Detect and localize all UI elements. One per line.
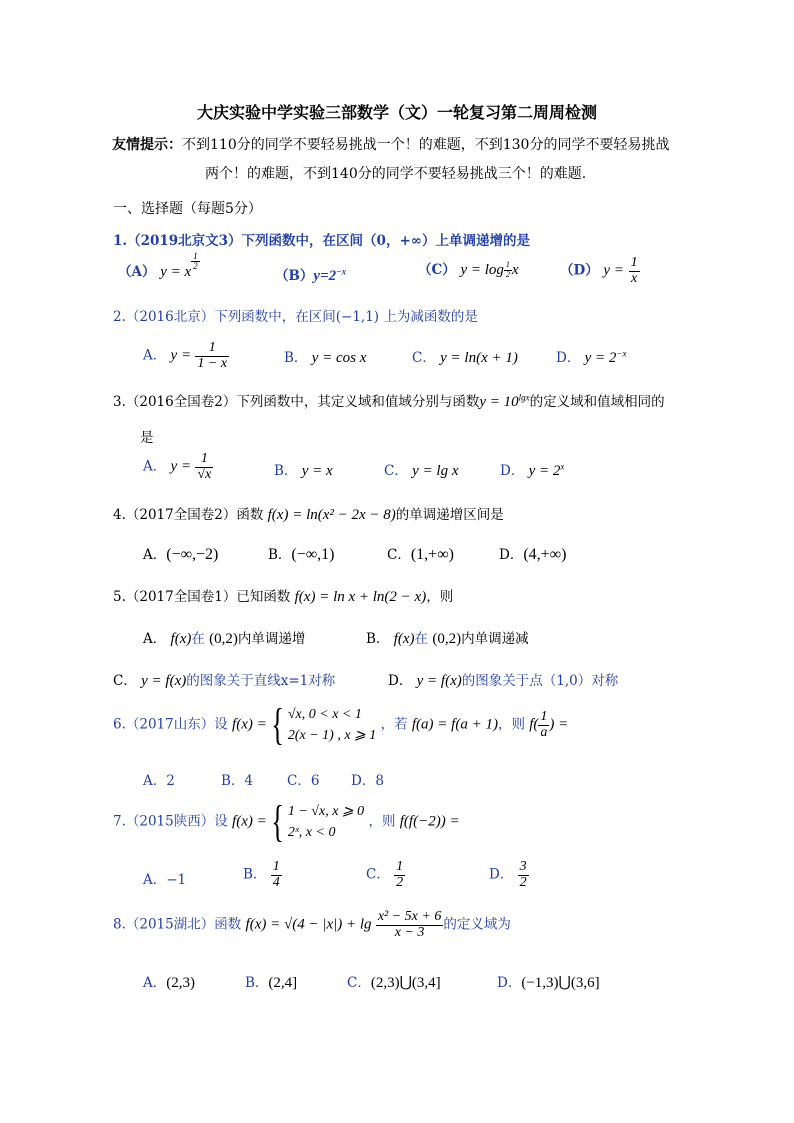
- q5-a-interval: (0,2): [209, 631, 238, 647]
- q7-cases: [288, 801, 364, 843]
- q1-b-label: （B）: [275, 268, 314, 284]
- q3-d-label: D．: [500, 463, 525, 479]
- q6-brace: {: [270, 700, 284, 749]
- q7-case-1: 1 − √x, x ⩾ 0: [287, 804, 365, 819]
- q5-a-text-2: 内单调递增: [237, 631, 306, 647]
- q6-stem-condition: f(a) = f(a + 1): [411, 716, 498, 733]
- q5-option-c: [113, 669, 335, 690]
- q3-option-d: [500, 459, 564, 480]
- q5-stem-pre: 5.（2017全国卷1）已知函数: [113, 589, 291, 605]
- q3-b-label: B．: [274, 463, 298, 479]
- q4-stem-post: 的单调递增区间是: [395, 507, 504, 523]
- q1-stem: 1.（2019北京文3）下列函数中，在区间（0，+∞）上单调递增的是: [113, 233, 531, 249]
- q5-c-math: y = f(x): [141, 673, 187, 689]
- q5-a-text-1: 在: [191, 631, 205, 647]
- q4-option-a: [143, 543, 218, 564]
- q3-d-exponent: x: [560, 461, 565, 472]
- q3-stem-exponent: lgx: [518, 392, 530, 403]
- q3-c-label: C．: [384, 463, 408, 479]
- q1-option-d: [560, 256, 640, 286]
- q6-cases: [288, 704, 376, 746]
- q7-stem-expression: f(f(−2)) =: [399, 813, 460, 830]
- tip-line-1: [112, 134, 669, 154]
- tip-line-2: 两个！的难题，不到140分的同学不要轻易挑战三个！的难题.: [205, 166, 587, 182]
- q2-option-b: [284, 346, 366, 367]
- q8-b-label: B．: [245, 975, 269, 991]
- q7-c-fraction: $\frac{1}{2}$: [396, 859, 404, 890]
- q6-case-1: √x, 0 < x < 1: [287, 707, 362, 722]
- q2-a-math: y =: [170, 347, 192, 364]
- q3-stem-post: 的定义域和值域相同的: [529, 394, 665, 410]
- q5-d-math: y = f(x): [416, 673, 462, 689]
- q8-c-label: C．: [347, 975, 371, 991]
- q7-b-fraction: $\frac{1}{4}$: [272, 859, 280, 890]
- q4-b-math: (−∞,1): [291, 546, 335, 563]
- q7-stem-pre: 7.（2015陕西）设: [113, 813, 228, 830]
- q1-d-math: y =: [603, 262, 624, 279]
- q3-d-math: y = 2: [528, 463, 561, 479]
- section-heading: 一、选择题（每题5分）: [113, 201, 262, 217]
- q6-stem-fraction: $\frac{1}{a}$: [540, 708, 548, 740]
- q2-option-c: [412, 346, 518, 367]
- q8-a-math: (2,3): [166, 975, 195, 991]
- q6-option-c: C．6: [287, 773, 320, 789]
- page-title: 大庆实验中学实验三部数学（文）一轮复习第二周周检测: [196, 103, 597, 122]
- q2-a-fraction: $\frac{1}{1 - x}$: [197, 340, 228, 371]
- q2-b-label: B．: [284, 350, 308, 366]
- q7-stem-post: ，则: [368, 813, 396, 830]
- q1-b-exponent: −x: [336, 266, 347, 277]
- q4-c-label: C．: [387, 547, 411, 563]
- q5-b-interval: (0,2): [432, 631, 462, 647]
- q1-c-var: x: [511, 262, 519, 278]
- q5-c-text: 的图象关于直线x=1对称: [186, 673, 336, 689]
- q6-case-2: 2(x − 1) , x ⩾ 1: [287, 728, 377, 743]
- q5-stem-math: f(x) = ln x + ln(2 − x): [294, 589, 427, 605]
- q1-d-fraction: $\frac{1}{x}$: [630, 255, 638, 286]
- q1-c-math: y = log: [460, 262, 504, 278]
- q4-c-math: (1,+∞): [410, 546, 454, 563]
- q8-option-c: [347, 971, 441, 992]
- q8-stem-post: 的定义域为: [443, 916, 511, 933]
- q1-a-label: （A）: [118, 264, 156, 280]
- q6-option-b: B．4: [221, 773, 254, 789]
- q7-option-b: [243, 860, 282, 890]
- q8-option-a: [143, 971, 195, 992]
- q1-b-math: y=2: [313, 268, 337, 284]
- q1-a-exponent: $\frac{1}{2}$: [193, 251, 198, 272]
- q3-option-a: [143, 452, 213, 482]
- q2-d-math: y = 2: [584, 350, 617, 366]
- q2-b-math: y = cos x: [311, 350, 367, 366]
- q3-a-fraction: $\frac{1}{√x}$: [197, 451, 212, 482]
- q4-d-math: (4,+∞): [523, 546, 567, 563]
- q5-b-text-2: 内单调递减: [461, 631, 529, 647]
- q7-d-label: D．: [489, 866, 514, 883]
- q8-stem-pre: 8.（2015湖北）函数: [113, 916, 242, 933]
- q7-option-a: [143, 868, 186, 888]
- q1-c-base: $\frac{1}{2}$: [505, 260, 510, 279]
- q1-d-label: （D）: [560, 262, 599, 279]
- q4-option-c: [387, 543, 454, 564]
- q6-stem-math: f(x) =: [232, 716, 267, 733]
- q6-stem-post: ，则: [497, 716, 525, 733]
- q8-d-math: (−1,3)⋃(3,6]: [521, 975, 600, 991]
- q4-a-label: A．: [143, 547, 167, 563]
- q5-b-text-1: 在: [414, 631, 429, 647]
- q2-d-label: D．: [556, 350, 581, 366]
- q3-a-label: A．: [143, 458, 167, 475]
- q2-option-d: [556, 346, 626, 367]
- q5-stem: [113, 585, 453, 606]
- q7-b-label: B．: [243, 866, 267, 883]
- q3-option-c: [384, 459, 459, 480]
- q5-option-b: [366, 627, 529, 648]
- q5-b-label: B．: [366, 631, 390, 647]
- q5-b-math: f(x): [393, 631, 415, 647]
- q3-option-b: [274, 459, 333, 480]
- q6-stem-f: f(: [529, 716, 539, 733]
- q2-d-exponent: −x: [616, 348, 627, 359]
- q7-c-label: C．: [366, 866, 390, 883]
- q8-d-label: D．: [497, 975, 522, 991]
- q7-brace: {: [270, 797, 284, 846]
- q2-a-label: A．: [143, 347, 167, 364]
- q6-stem-close: ) =: [549, 716, 569, 733]
- q7-d-fraction: $\frac{3}{2}$: [519, 859, 527, 890]
- q4-d-label: D．: [499, 547, 524, 563]
- q5-a-math: f(x): [170, 631, 192, 647]
- q8-c-math: (2,3)⋃(3,4]: [370, 975, 441, 991]
- tip-label: 友情提示：: [112, 137, 182, 153]
- q3-stem-line-2: 是: [140, 430, 154, 446]
- q5-stem-post: ，则: [426, 589, 454, 605]
- tip-text-1: 不到110分的同学不要轻易挑战一个！的难题，不到130分的同学不要轻易挑战: [182, 137, 670, 153]
- q4-option-b: [268, 543, 335, 564]
- q7-a-value: −1: [166, 872, 187, 888]
- q6-stem: [113, 700, 569, 749]
- q6-option-a: A．2: [143, 773, 175, 789]
- q1-a-math: y = x: [160, 264, 192, 280]
- q7-a-label: A．: [143, 872, 167, 888]
- q7-case-2: 2ˣ, x < 0: [287, 825, 336, 840]
- q4-stem: [113, 503, 504, 524]
- q8-stem-fraction: $\frac{\text{x² − 5x + 6}}{x - 3}$: [377, 909, 442, 940]
- q6-stem-pre: 6.（2017山东）设: [113, 716, 228, 733]
- q4-stem-pre: 4.（2017全国卷2）函数: [113, 507, 264, 523]
- q8-option-b: [245, 971, 297, 992]
- q7-option-d: [489, 860, 529, 890]
- q4-a-math: (−∞,−2): [166, 546, 219, 563]
- q2-c-label: C．: [412, 350, 436, 366]
- q5-d-label: D．: [388, 673, 413, 689]
- q1-option-a: [118, 251, 200, 281]
- q7-stem: [113, 797, 460, 846]
- q5-d-text: 的图象关于点（1,0）对称: [461, 673, 619, 689]
- q5-a-label: A．: [143, 631, 167, 647]
- q8-option-d: [497, 971, 600, 992]
- q3-stem-math: y = 10: [479, 394, 519, 410]
- q5-option-d: [388, 669, 618, 690]
- q4-option-d: [499, 543, 566, 564]
- q6-stem-mid: ，若: [380, 716, 408, 733]
- q4-b-label: B．: [268, 547, 292, 563]
- q3-c-math: y = lg x: [412, 463, 459, 479]
- q1-c-label: （C）: [418, 262, 456, 278]
- q1-option-b: [275, 264, 346, 285]
- q8-a-label: A．: [143, 975, 167, 991]
- q8-b-math: (2,4]: [268, 975, 298, 991]
- q7-option-c: [366, 860, 405, 890]
- q3-stem-pre: 3.（2016全国卷2）下列函数中，其定义域和值域分别与函数: [113, 394, 480, 410]
- q3-stem-line-1: [113, 390, 665, 411]
- q3-a-math: y =: [170, 458, 192, 475]
- q4-stem-math: f(x) = ln(x² − 2x − 8): [267, 507, 396, 523]
- q7-stem-math: f(x) =: [232, 813, 267, 830]
- q2-c-math: y = ln(x + 1): [440, 350, 518, 366]
- q6-option-d: D．8: [351, 773, 384, 789]
- q3-b-math: y = x: [301, 463, 333, 479]
- q2-stem: 2.（2016北京）下列函数中，在区间(−1,1) 上为减函数的是: [113, 309, 478, 325]
- q8-stem: [113, 910, 511, 940]
- q5-c-label: C．: [113, 673, 137, 689]
- q5-option-a: [143, 627, 305, 648]
- q2-option-a: [143, 341, 229, 371]
- q1-option-c: [418, 258, 519, 279]
- q8-stem-math: f(x) = √(4 − |x|) + lg: [245, 916, 372, 933]
